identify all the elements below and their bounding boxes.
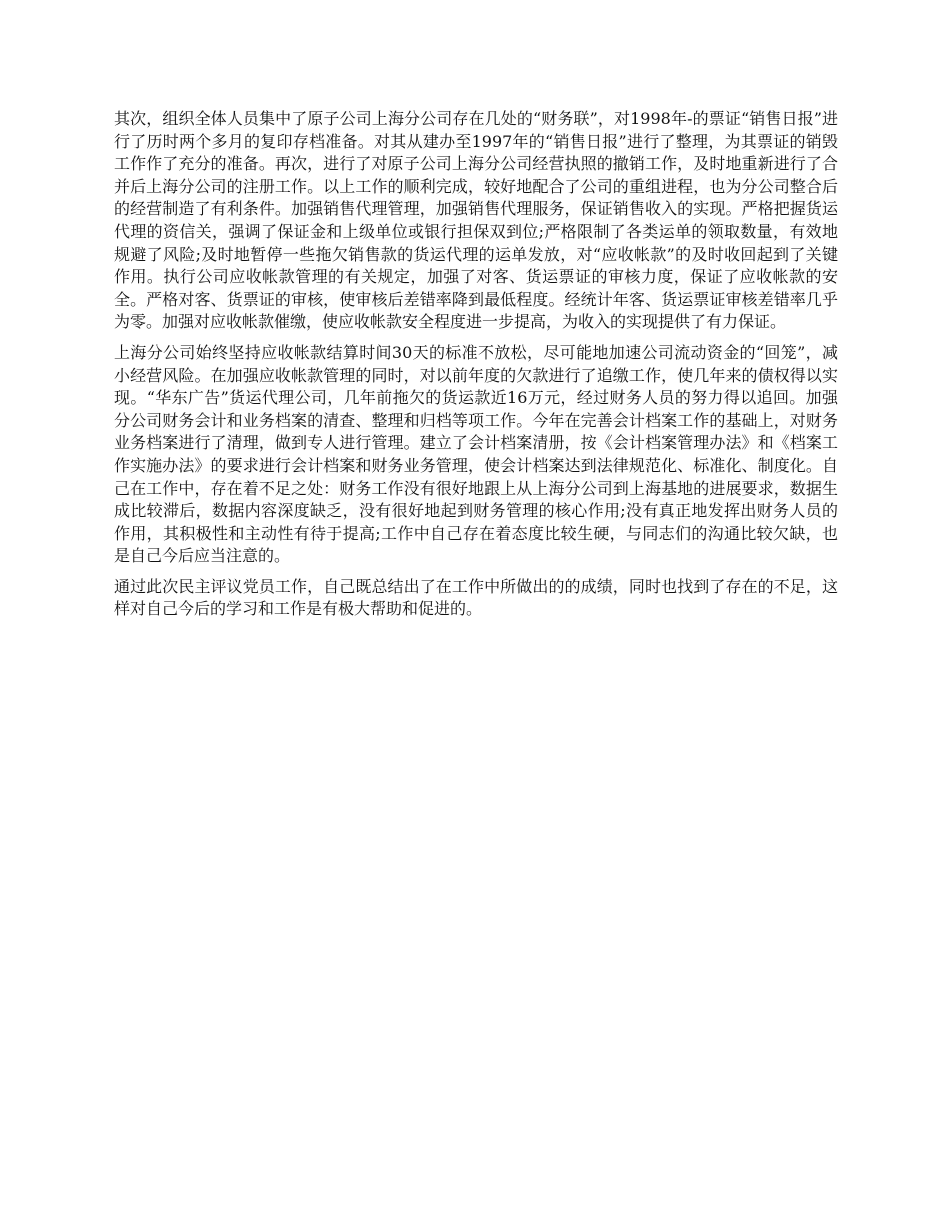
paragraph-2: 上海分公司始终坚持应收帐款结算时间30天的标准不放松，尽可能地加速公司流动资金的“回笼”，减小经营风险。在加强应收帐款管理的同时，对以前年度的欠款进行了追缴工作，使几年来的债权得以实现。“华东广告”货运代理公司，几年前拖欠的货运款近16万元，经过财务人员的努力得以追回。加强分公司财务会计和业务档案的清查、整理和归档等项工作。今年在完善会计档案工作的基础上，对财务业务档案进行了清理，做到专人进行管理。建立了会计档案清册，按《会计档案管理办法》和《档案工作实施办法》的要求进行会计档案和财务业务管理，使会计档案达到法律规范化、标准化、制度化。自己在工作中，存在着不足之处：财务工作没有很好地跟上从上海分公司到上海基地的进展要求，数据生成比较滞后，数据内容深度缺乏，没有很好地起到财务管理的核心作用;没有真正地发挥出财务人员的作用，其积极性和主动性有待于提高;工作中自己存在着态度比较生硬，与同志们的沟通比较欠缺，也是自己今后应当注意的。 <box>114 342 838 566</box>
document-page <box>114 108 838 629</box>
paragraph-1: 其次，组织全体人员集中了原子公司上海分公司存在几处的“财务联”，对1998年-的票证“销售日报”进行了历时两个多月的复印存档准备。对其从建办至1997年的“销售日报”进行了整理，为其票证的销毁工作作了充分的准备。再次，进行了对原子公司上海分公司经营执照的撤销工作，及时地重新进行了合并后上海分公司的注册工作。以上工作的顺利完成，较好地配合了公司的重组进程，也为分公司整合后的经营制造了有利条件。加强销售代理管理，加强销售代理服务，保证销售收入的实现。严格把握货运代理的资信关，强调了保证金和上级单位或银行担保双到位;严格限制了各类运单的领取数量，有效地规避了风险;及时地暂停一些拖欠销售款的货运代理的运单发放，对“应收帐款”的及时收回起到了关键作用。执行公司应收帐款管理的有关规定，加强了对客、货运票证的审核力度，保证了应收帐款的安全。严格对客、货票证的审核，使审核后差错率降到最低程度。经统计年客、货运票证审核差错率几乎为零。加强对应收帐款催缴，使应收帐款安全程度进一步提高，为收入的实现提供了有力保证。 <box>114 109 838 332</box>
paragraph-3: 通过此次民主评议党员工作，自己既总结出了在工作中所做出的的成绩，同时也找到了存在的不足，这样对自己今后的学习和工作是有极大帮助和促进的。 <box>114 576 838 619</box>
